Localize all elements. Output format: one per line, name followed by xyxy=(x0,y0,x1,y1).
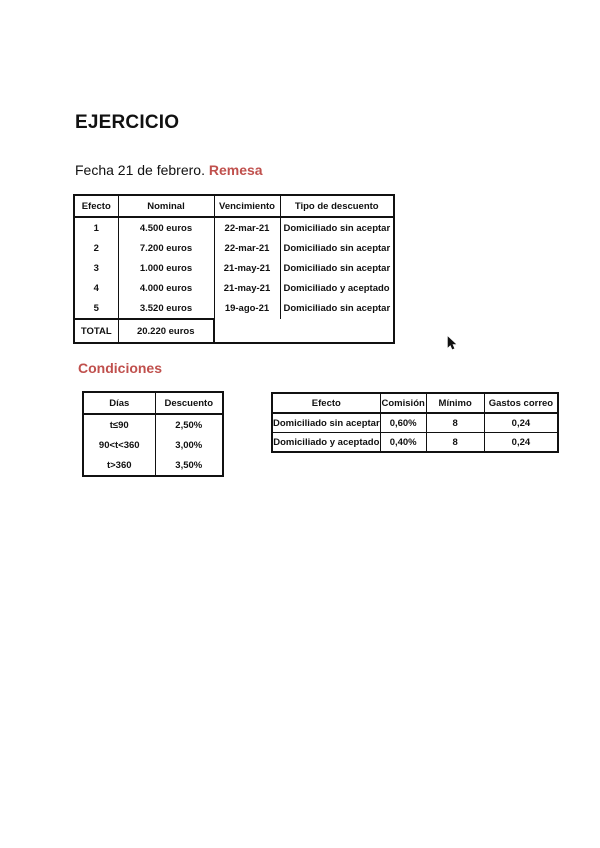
remesa-cell-nominal: 1.000 euros xyxy=(118,258,214,278)
comision-header-gastos: Gastos correo xyxy=(484,393,558,413)
comision-cell-comision: 0,40% xyxy=(380,433,426,453)
dias-header-descuento: Descuento xyxy=(155,392,223,414)
subtitle-remesa: Remesa xyxy=(208,162,263,178)
remesa-header-efecto: Efecto xyxy=(74,195,118,217)
remesa-cell-efecto: 1 xyxy=(74,217,118,238)
table-row xyxy=(74,238,394,258)
remesa-total-blank xyxy=(214,319,394,343)
remesa-total-label: TOTAL xyxy=(74,319,118,343)
remesa-cell-tipo: Domiciliado sin aceptar xyxy=(280,217,394,238)
comision-cell-efecto: Domiciliado y aceptado xyxy=(272,433,380,453)
remesa-cell-efecto: 5 xyxy=(74,298,118,319)
remesa-header-tipo: Tipo de descuento xyxy=(280,195,394,217)
dias-cell-range: 90<t<360 xyxy=(83,435,155,455)
comision-cell-minimo: 8 xyxy=(426,433,484,453)
conditions-heading: Condiciones xyxy=(78,360,163,376)
subtitle-date: Fecha 21 de febrero. xyxy=(75,162,209,178)
remesa-cell-vencimiento: 21-may-21 xyxy=(214,258,280,278)
table-row xyxy=(272,433,558,453)
remesa-total-row xyxy=(74,319,394,343)
remesa-total-value: 20.220 euros xyxy=(118,319,214,343)
remesa-cell-efecto: 4 xyxy=(74,278,118,298)
remesa-cell-efecto: 3 xyxy=(74,258,118,278)
dias-cell-range: t>360 xyxy=(83,455,155,476)
remesa-cell-vencimiento: 21-may-21 xyxy=(214,278,280,298)
comision-table xyxy=(271,392,559,453)
remesa-cell-nominal: 7.200 euros xyxy=(118,238,214,258)
remesa-header-nominal: Nominal xyxy=(118,195,214,217)
table-row xyxy=(74,217,394,238)
subtitle xyxy=(75,162,263,178)
dias-table xyxy=(82,391,224,477)
table-row xyxy=(83,435,223,455)
remesa-cell-nominal: 4.000 euros xyxy=(118,278,214,298)
comision-cell-efecto: Domiciliado sin aceptar xyxy=(272,413,380,433)
comision-header-efecto: Efecto xyxy=(272,393,380,413)
table-row xyxy=(272,413,558,433)
remesa-cell-nominal: 4.500 euros xyxy=(118,217,214,238)
comision-cell-comision: 0,60% xyxy=(380,413,426,433)
remesa-cell-vencimiento: 22-mar-21 xyxy=(214,238,280,258)
remesa-cell-tipo: Domiciliado sin aceptar xyxy=(280,238,394,258)
comision-cell-minimo: 8 xyxy=(426,413,484,433)
remesa-table xyxy=(73,194,395,344)
table-row xyxy=(83,414,223,435)
table-row xyxy=(74,278,394,298)
comision-cell-gastos: 0,24 xyxy=(484,413,558,433)
comision-header-comision: Comisión xyxy=(380,393,426,413)
remesa-cell-tipo: Domiciliado sin aceptar xyxy=(280,258,394,278)
table-row xyxy=(74,298,394,319)
remesa-header-row xyxy=(74,195,394,217)
comision-cell-gastos: 0,24 xyxy=(484,433,558,453)
table-row xyxy=(83,455,223,476)
remesa-cell-nominal: 3.520 euros xyxy=(118,298,214,319)
table-row xyxy=(74,258,394,278)
dias-cell-descuento: 2,50% xyxy=(155,414,223,435)
page-title: EJERCICIO xyxy=(75,112,180,133)
comision-header-minimo: Mínimo xyxy=(426,393,484,413)
dias-header-dias: Días xyxy=(83,392,155,414)
remesa-cell-vencimiento: 22-mar-21 xyxy=(214,217,280,238)
remesa-cell-tipo: Domiciliado y aceptado xyxy=(280,278,394,298)
remesa-cell-efecto: 2 xyxy=(74,238,118,258)
dias-cell-descuento: 3,00% xyxy=(155,435,223,455)
dias-cell-range: t≤90 xyxy=(83,414,155,435)
dias-cell-descuento: 3,50% xyxy=(155,455,223,476)
comision-header-row xyxy=(272,393,558,413)
remesa-cell-tipo: Domiciliado sin aceptar xyxy=(280,298,394,319)
remesa-header-vencimiento: Vencimiento xyxy=(214,195,280,217)
dias-header-row xyxy=(83,392,223,414)
remesa-cell-vencimiento: 19-ago-21 xyxy=(214,298,280,319)
